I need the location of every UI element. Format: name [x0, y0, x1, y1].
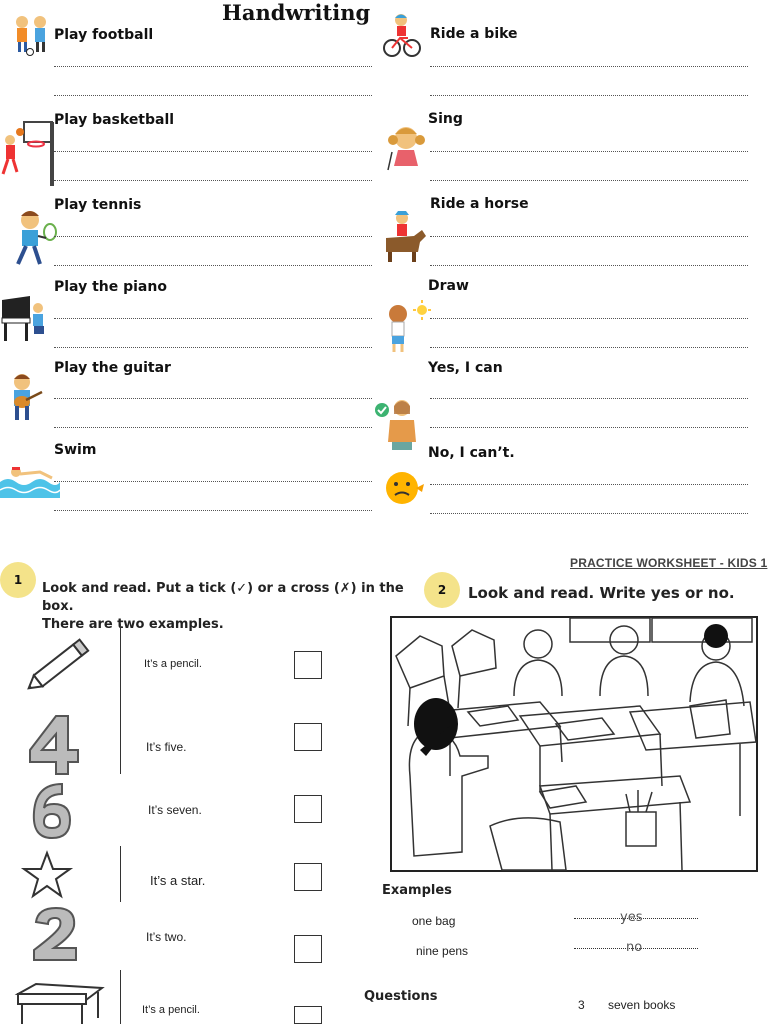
- exercise2-instruction: Look and read. Write yes or no.: [468, 584, 735, 602]
- activity-label: Swim: [54, 442, 97, 458]
- table-icon: [14, 982, 106, 1024]
- activity-label: Yes, I can: [428, 360, 503, 376]
- activity-label: Ride a bike: [430, 26, 518, 42]
- writing-line[interactable]: [54, 510, 372, 511]
- writing-line[interactable]: [430, 265, 748, 266]
- answer-checkbox[interactable]: [294, 795, 322, 823]
- swimmer-icon: [0, 460, 60, 500]
- writing-line[interactable]: [54, 151, 372, 152]
- activity-label: Play football: [54, 27, 154, 43]
- statement-text: It’s five.: [146, 740, 187, 754]
- statement-text: It’s seven.: [148, 803, 202, 817]
- writing-line[interactable]: [54, 265, 372, 266]
- answer-checkbox[interactable]: [294, 1006, 322, 1024]
- activity-label: Play the piano: [54, 279, 167, 295]
- classroom-picture: [390, 616, 758, 872]
- writing-line[interactable]: [430, 484, 748, 485]
- number-six-icon: [26, 778, 76, 842]
- yes-person-icon: [372, 396, 426, 452]
- kids-football-icon: [8, 12, 54, 56]
- example-answer: no: [626, 940, 643, 955]
- no-emoji-icon: [380, 468, 428, 508]
- answer-checkbox[interactable]: [294, 863, 322, 891]
- writing-line[interactable]: [430, 180, 748, 181]
- writing-line[interactable]: [430, 398, 748, 399]
- writing-line[interactable]: [54, 427, 372, 428]
- horse-rider-icon: [378, 208, 428, 264]
- bike-rider-icon: [382, 12, 422, 58]
- tennis-player-icon: [2, 208, 58, 270]
- number-four-icon: [26, 712, 82, 778]
- example-text: one bag: [412, 914, 456, 928]
- statement-text: It’s a pencil.: [142, 1004, 200, 1016]
- answer-checkbox[interactable]: [294, 723, 322, 751]
- activity-label: Play basketball: [54, 112, 175, 128]
- column-divider: [120, 970, 121, 1024]
- writing-line[interactable]: [54, 180, 372, 181]
- activity-label: Play tennis: [54, 197, 142, 213]
- number-two-icon: [30, 904, 82, 962]
- pencil-icon: [24, 632, 98, 694]
- exercise2-number-badge: 2: [424, 572, 460, 608]
- writing-line[interactable]: [54, 236, 372, 237]
- worksheet-header: PRACTICE WORKSHEET - KIDS 1: [570, 556, 768, 570]
- writing-line[interactable]: [430, 95, 748, 96]
- star-icon: [20, 850, 74, 900]
- activity-label: Play the guitar: [54, 360, 171, 376]
- piano-player-icon: [0, 292, 48, 344]
- question-text: seven books: [608, 998, 676, 1012]
- activity-label: Draw: [428, 278, 469, 294]
- statement-text: It’s a pencil.: [144, 658, 202, 670]
- activity-label: No, I can’t.: [428, 445, 515, 461]
- statement-text: It’s a star.: [150, 873, 206, 888]
- exercise1-instruction-line2: There are two examples.: [42, 617, 224, 632]
- basketball-player-icon: [0, 118, 56, 188]
- example-text: nine pens: [416, 944, 469, 958]
- answer-checkbox[interactable]: [294, 935, 322, 963]
- example-answer: yes: [620, 910, 643, 925]
- writing-line[interactable]: [54, 95, 372, 96]
- writing-line[interactable]: [54, 66, 372, 67]
- writing-line[interactable]: [54, 318, 372, 319]
- writing-line[interactable]: [54, 398, 372, 399]
- statement-text: It’s two.: [146, 930, 187, 944]
- writing-line[interactable]: [430, 236, 748, 237]
- activity-label: Ride a horse: [430, 196, 529, 212]
- guitar-player-icon: [6, 372, 46, 424]
- writing-line[interactable]: [430, 513, 748, 514]
- writing-line[interactable]: [54, 481, 372, 482]
- writing-line[interactable]: [430, 151, 748, 152]
- activity-label: Sing: [428, 111, 463, 127]
- writing-line[interactable]: [430, 318, 748, 319]
- writing-line[interactable]: [430, 347, 748, 348]
- exercise1-instruction: [42, 580, 422, 634]
- writing-line[interactable]: [54, 347, 372, 348]
- exercise1-instruction-line1: Look and read. Put a tick (✓) or a cross (✗) in the box.: [42, 581, 404, 614]
- column-divider: [120, 624, 121, 774]
- writing-line[interactable]: [430, 66, 748, 67]
- questions-label: Questions: [364, 989, 438, 1004]
- question-number: 3: [578, 998, 585, 1012]
- column-divider: [120, 846, 121, 902]
- singer-icon: [384, 122, 436, 174]
- examples-label: Examples: [382, 883, 452, 898]
- answer-checkbox[interactable]: [294, 651, 322, 679]
- exercise1-number-badge: 1: [0, 562, 36, 598]
- drawing-child-icon: [382, 298, 434, 354]
- writing-line[interactable]: [430, 427, 748, 428]
- page-title: Handwriting: [222, 0, 371, 25]
